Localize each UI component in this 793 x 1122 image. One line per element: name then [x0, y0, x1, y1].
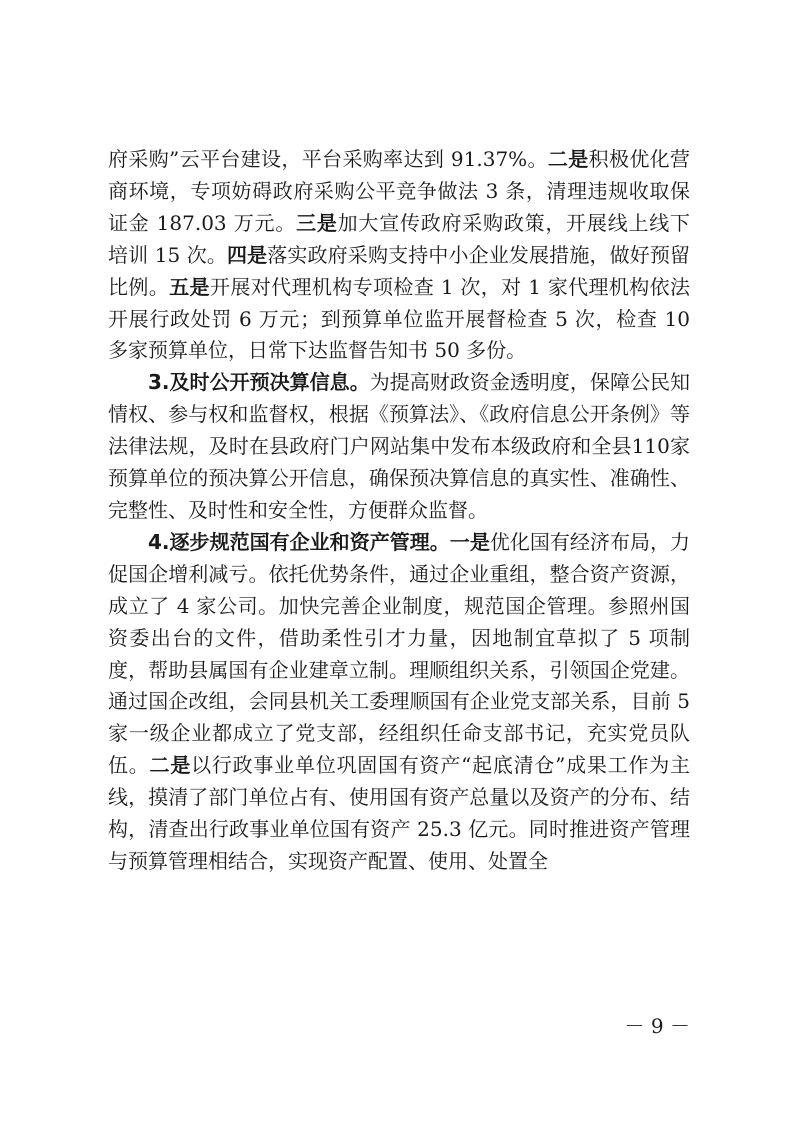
text-segment: 优化国有经济布局，力促国企增利减亏。依托优势条件，通过企业重组，整合资产资源，成立了 4 家公司。加快完善企业制度，规范国企管理。参照州国资委出台的文件，借助柔性引才力量，因地制宜草拟了 5 项制度，帮助县属国有企业建章立制。理顺组织关系，引领国企党建。通过国企改组，会同县机关工委理顺国有企业党支部关系，目前 5 家一级企业都成立了党支部，经组织任命支部书记，充实党员队伍。 — [108, 529, 691, 778]
page-number: － 9 － — [624, 1014, 690, 1038]
text-segment-bold: 五是 — [169, 274, 210, 299]
text-segment-bold: 一是 — [449, 529, 490, 554]
text-segment: 府采购”云平台建设，平台采购率达到 91.37%。 — [108, 147, 548, 171]
section-heading: 3.及时公开预决算信息。 — [148, 370, 370, 395]
text-segment-bold: 四是 — [226, 242, 268, 267]
text-segment-bold: 二是 — [547, 147, 589, 171]
body-text — [108, 144, 690, 878]
text-segment: 为提高财政资金透明度，保障公民知情权、参与权和监督权，根据《预算法》、《政府信息公开条例》等法律法规，及时在县政府门户网站集中发布本级政府和全县110家预算单位的预决算公开信息，确保预决算信息的真实性、准确性、完整性、及时性和安全性，方便群众监督。 — [108, 370, 690, 522]
text-segment: 加大宣传政府采购政策，开展线上线下培训 15 次。 — [108, 210, 691, 267]
paragraph-state-assets — [108, 527, 690, 878]
paragraph-procurement — [108, 144, 690, 367]
text-segment: 积极优化营商环境，专项妨碍政府采购公平竞争做法 3 条，清理违规收取保证金 187.03 万元。 — [108, 147, 691, 235]
text-segment-bold: 三是 — [296, 210, 338, 235]
section-heading: 4.逐步规范国有企业和资产管理。 — [148, 529, 450, 554]
text-segment: 开展对代理机构专项检查 1 次，对 1 家代理机构依法开展行政处罚 6 万元；到预算单位监开展督检查 5 次，检查 10 多家预算单位，日常下达监督告知书 50 多份。 — [108, 274, 691, 363]
text-segment: 落实政府采购支持中小企业发展措施，做好预留比例。 — [108, 242, 690, 299]
text-segment: 以行政事业单位巩固国有资产“起底清仓”成果工作为主线，摸清了部门单位占有、使用国有资产总量以及资产的分布、结构，清查出行政事业单位国有资产 25.3 亿元。同时推进资产管理与预算管理相结合，实现资产配置、使用、处置全 — [108, 753, 691, 873]
text-segment-bold: 二是 — [149, 753, 192, 778]
paragraph-budget-disclosure — [108, 367, 690, 527]
